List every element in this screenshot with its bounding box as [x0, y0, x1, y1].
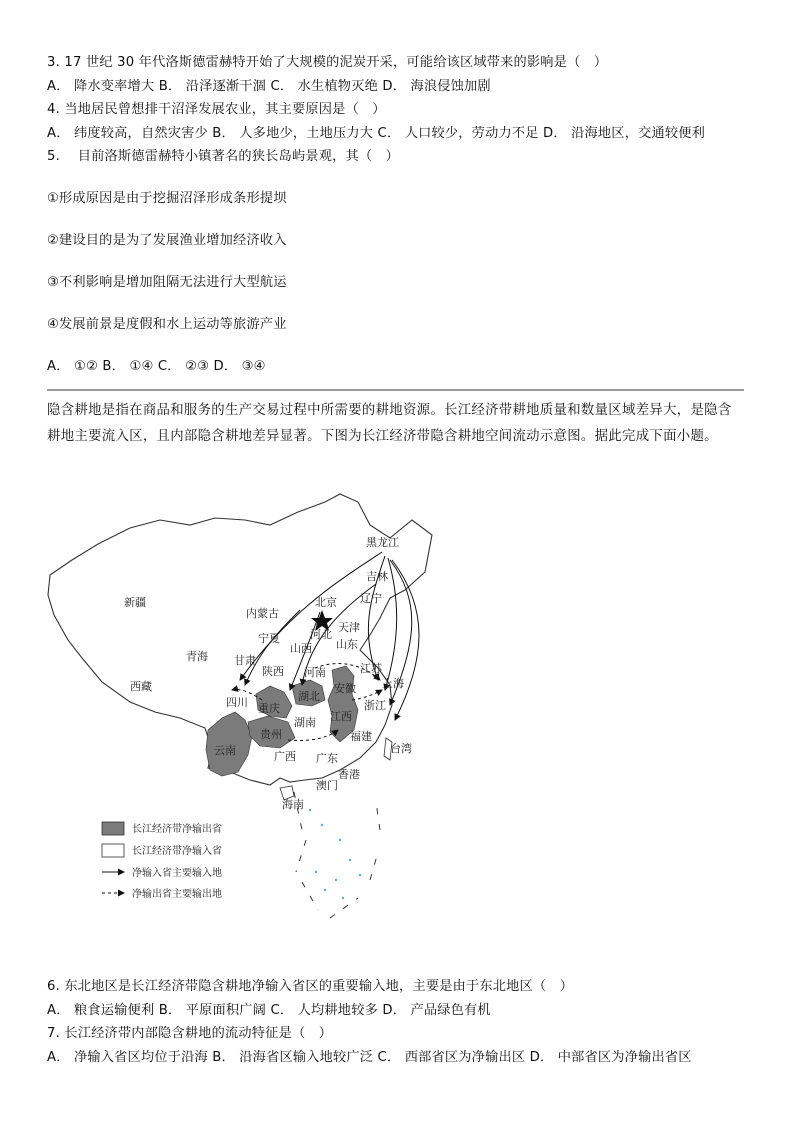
q5-item-1: ①形成原因是由于挖掘沼泽形成条形提坝	[47, 191, 287, 206]
label-ningxia: 宁夏	[258, 632, 280, 645]
label-zhejiang: 浙江	[364, 699, 386, 712]
q5-stem: 5. 目前洛斯德雷赫特小镇著名的狭长岛屿景观，其（ ）	[47, 149, 400, 164]
q6-stem: 6. 东北地区是长江经济带隐含耕地净输入省区的重要输入地，主要是由于东北地区（ ）	[47, 979, 574, 994]
label-shandong: 山东	[336, 638, 358, 651]
label-guangxi: 广西	[274, 750, 296, 763]
label-taiwan: 台湾	[390, 742, 412, 755]
label-guizhou: 贵州	[260, 728, 282, 741]
nine-dash-line	[294, 792, 380, 918]
q5-item-4: ④发展前景是度假和水上运动等旅游产业	[47, 317, 287, 332]
legend-label-out-dest: 净输出省主要输出地	[132, 889, 222, 900]
label-shaanxi: 陕西	[262, 665, 284, 678]
south-sea-islands	[309, 809, 361, 899]
intro-paragraph: 隐含耕地是指在商品和服务的生产交易过程中所需要的耕地资源。长江经济带耕地质量和数量区域差异大，是隐含耕地主要流入区，且内部隐含耕地差异显著。下图为长江经济带隐含耕地空间流动示意图。据此完成下面小题。	[47, 403, 732, 444]
label-fujian: 福建	[350, 730, 372, 743]
label-aomen: 澳门	[316, 779, 338, 792]
q5-options: A． ①② B． ①④ C． ②③ D． ③④	[47, 359, 266, 374]
q7-stem: 7. 长江经济带内部隐含耕地的流动特征是（ ）	[47, 1026, 333, 1041]
label-hubei: 湖北	[298, 690, 320, 703]
label-liaoning: 辽宁	[360, 592, 382, 605]
label-tianjin: 天津	[338, 621, 360, 634]
label-hainan: 海南	[282, 798, 304, 811]
label-sichuan: 四川	[226, 696, 248, 709]
label-gansu: 甘肃	[234, 654, 256, 667]
q4-options: A． 纬度较高，自然灾害少 B． 人多地少，土地压力大 C． 人口较少，劳动力不足 D． 沿海地区，交通较便利	[47, 126, 706, 141]
legend-label-import: 长江经济带净输入省	[132, 846, 222, 857]
label-guangdong: 广东	[316, 752, 338, 765]
legend-label-export: 长江经济带净输出省	[132, 824, 222, 835]
label-shanxi: 山西	[290, 642, 312, 655]
label-jiangxi: 江西	[330, 710, 352, 723]
label-heilongjiang: 黑龙江	[366, 536, 399, 549]
label-xianggang: 香港	[338, 768, 360, 781]
legend-swatch-export	[102, 822, 124, 835]
label-hunan: 湖南	[294, 716, 316, 729]
label-beijing: 北京	[315, 596, 337, 609]
q3-stem: 3. 17 世纪 30 年代洛斯德雷赫特开始了大规模的泥炭开采，可能给该区域带来的影响是（ ）	[47, 55, 608, 70]
q7-options: A． 净输入省区均位于沿海 B． 沿海省区输入地较广泛 C． 西部省区为净输出区 D． 中部省区为净输出省区	[47, 1050, 692, 1065]
label-xizang: 西藏	[130, 680, 152, 693]
legend-swatch-import	[102, 844, 124, 857]
label-jiangsu: 江苏	[360, 662, 382, 675]
label-chongqing: 重庆	[258, 702, 280, 715]
q5-item-3: ③不利影响是增加阻隔无法进行大型航运	[47, 275, 287, 290]
q3-options: A． 降水变率增大 B． 沿泽逐渐干涸 C． 水生植物灭绝 D． 海浪侵蚀加剧	[47, 79, 491, 94]
label-xinjiang: 新疆	[124, 596, 146, 609]
section-divider	[47, 389, 744, 391]
china-map-figure	[40, 480, 440, 945]
label-henan: 河南	[304, 666, 326, 679]
q5-item-2: ②建设目的是为了发展渔业增加经济收入	[47, 233, 287, 248]
label-yunnan: 云南	[214, 744, 236, 757]
q6-options: A． 粮食运输便利 B． 平原面积广阔 C． 人均耕地较多 D． 产品绿色有机	[47, 1003, 491, 1018]
legend-label-in-source: 净输入省主要输入地	[132, 868, 222, 879]
label-neimenggu: 内蒙古	[246, 607, 279, 620]
label-hebei: 河北	[310, 628, 332, 641]
label-shanghai: 上海	[382, 677, 404, 690]
q4-stem: 4. 当地居民曾想排干沼泽发展农业，其主要原因是（ ）	[47, 102, 386, 117]
label-anhui: 安徽	[334, 682, 356, 695]
label-jilin: 吉林	[366, 570, 388, 583]
label-qinghai: 青海	[186, 650, 208, 663]
map-legend	[102, 822, 222, 900]
